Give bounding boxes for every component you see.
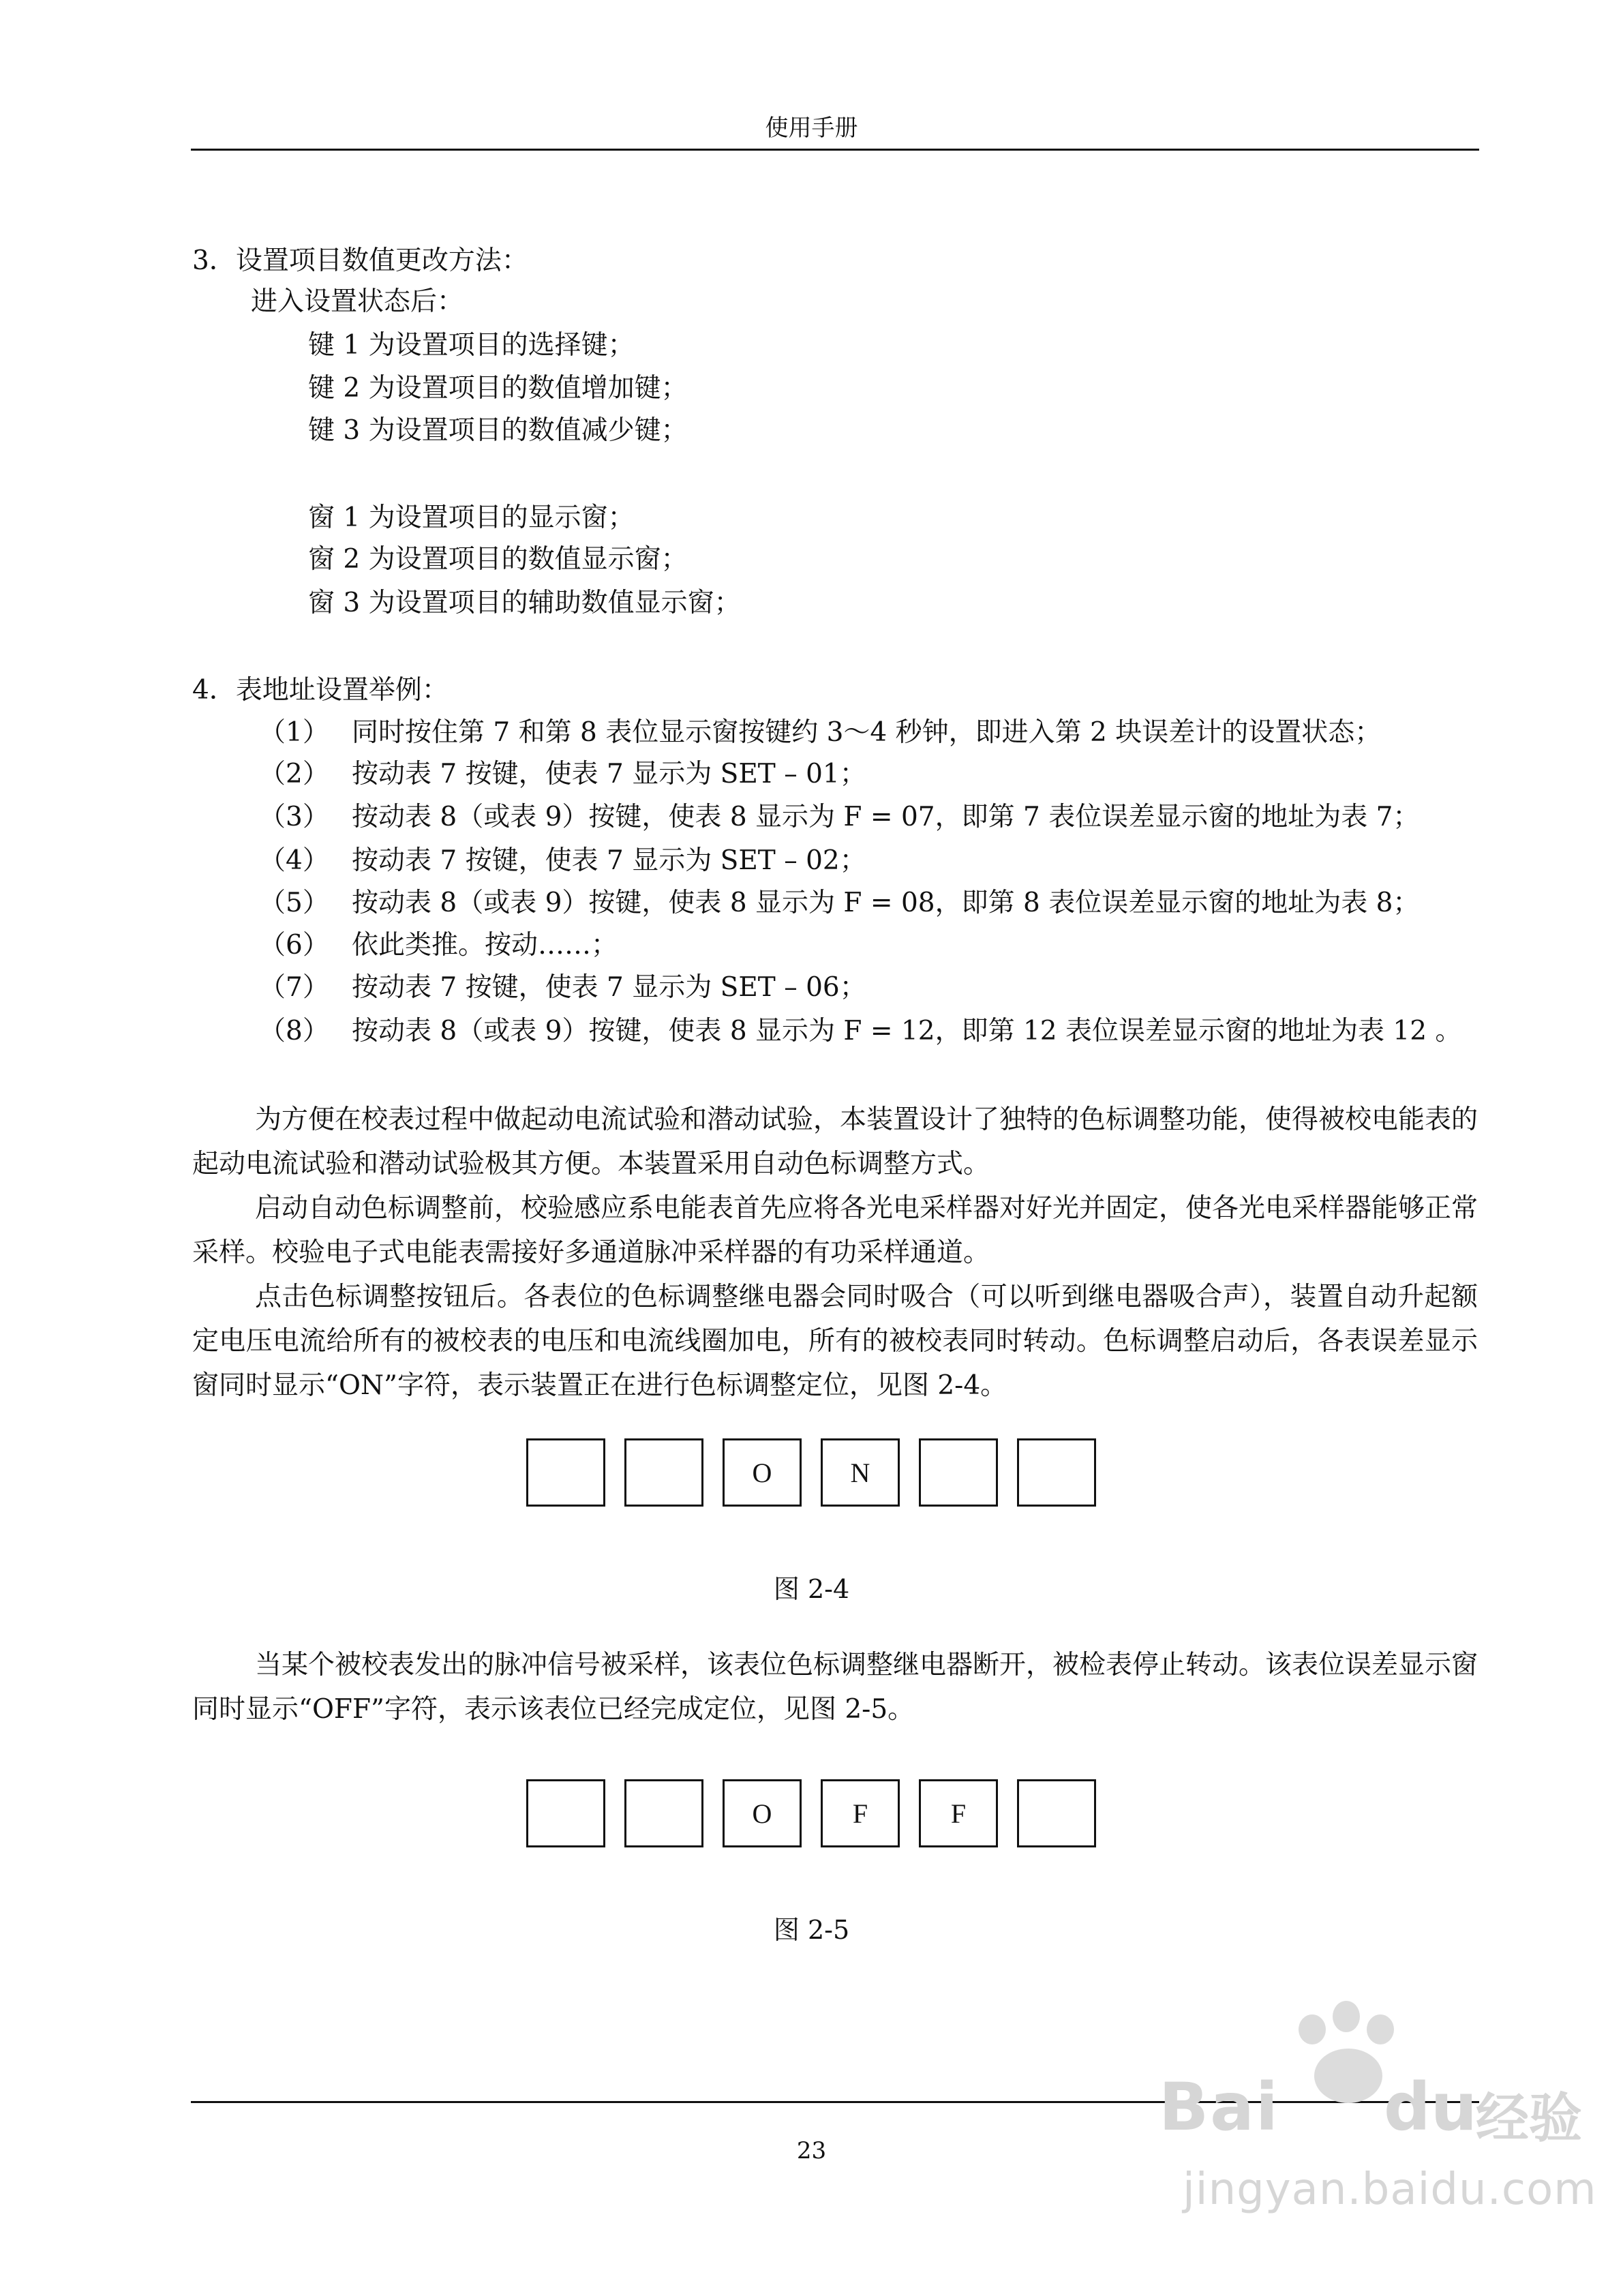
- watermark-brand: Bai: [1159, 2069, 1279, 2145]
- step-6-num: （6）: [259, 930, 329, 961]
- display-cell: [526, 1779, 605, 1847]
- step-7-num: （7）: [259, 972, 329, 1003]
- section3-key-3: 键 3 为设置项目的数值减少键；: [308, 415, 688, 446]
- display-cell: O: [723, 1438, 802, 1507]
- display-cell: [624, 1438, 703, 1507]
- step-8-num: （8）: [259, 1016, 329, 1046]
- step-5-num: （5）: [259, 888, 329, 918]
- paw-icon: [1314, 2049, 1382, 2103]
- display-cell: N: [821, 1438, 900, 1507]
- section3-window-1: 窗 1 为设置项目的显示窗；: [308, 502, 635, 533]
- display-cell: [919, 1438, 998, 1507]
- footer-rule: [191, 2101, 1479, 2103]
- paragraph-3: 点击色标调整按钮后。各表位的色标调整继电器会同时吸合（可以听到继电器吸合声），装置自动升起额定电压电流给所有的被校表的电压和电流线圈加电，所有的被校表同时转动。色标调整启动后，各表误差显示窗同时显示“ON”字符，表示装置正在进行色标调整定位，见图 2-4。: [192, 1282, 1478, 1401]
- watermark-brand-2: du: [1384, 2069, 1478, 2145]
- display-cell: [526, 1438, 605, 1507]
- header-title: 使用手册: [765, 115, 858, 142]
- section3-window-2: 窗 2 为设置项目的数值显示窗；: [308, 544, 688, 575]
- section3-intro: 进入设置状态后：: [251, 286, 464, 317]
- step-4-text: 按动表 7 按键，使表 7 显示为 SET – 02；: [352, 845, 866, 876]
- step-3-num: （3）: [259, 802, 329, 832]
- step-7-text: 按动表 7 按键，使表 7 显示为 SET – 06；: [352, 972, 866, 1003]
- watermark-cn: 经验: [1476, 2088, 1583, 2149]
- step-3-text: 按动表 8（或表 9）按键，使表 8 显示为 F = 07，即第 7 表位误差显示窗的地址为表 7；: [352, 802, 1420, 832]
- body-paragraph-after: [192, 1643, 1478, 1732]
- display-cell: F: [919, 1779, 998, 1847]
- section3-window-3: 窗 3 为设置项目的辅助数值显示窗；: [308, 588, 741, 618]
- paw-icon: [1299, 2014, 1326, 2044]
- paragraph-2: 启动自动色标调整前，校验感应系电能表首先应将各光电采样器对好光并固定，使各光电采样器能够正常采样。校验电子式电能表需接好多通道脉冲采样器的有功采样通道。: [192, 1193, 1478, 1268]
- step-1-num: （1）: [259, 717, 329, 748]
- section4-title: 4．表地址设置举例：: [192, 675, 449, 706]
- figure-2-5-display: [526, 1779, 1096, 1847]
- section3-title: 3．设置项目数值更改方法：: [192, 245, 528, 276]
- figure-2-4-caption: 图 2-4: [773, 1574, 850, 1604]
- step-8-text: 按动表 8（或表 9）按键，使表 8 显示为 F = 12，即第 12 表位误差显示窗的地址为表 12 。: [352, 1016, 1462, 1046]
- watermark-url: jingyan.baidu.com: [1183, 2164, 1597, 2215]
- figure-2-5-caption: 图 2-5: [773, 1915, 850, 1945]
- step-5-text: 按动表 8（或表 9）按键，使表 8 显示为 F = 08，即第 8 表位误差显示窗的地址为表 8；: [352, 888, 1420, 918]
- step-6-text: 依此类推。按动……；: [352, 930, 618, 961]
- figure-2-4-display: [526, 1438, 1096, 1507]
- step-2-text: 按动表 7 按键，使表 7 显示为 SET – 01；: [352, 759, 866, 789]
- body-paragraphs: [192, 1098, 1478, 1408]
- step-2-num: （2）: [259, 759, 329, 789]
- display-cell: [1017, 1779, 1096, 1847]
- paw-icon: [1333, 2001, 1360, 2032]
- step-1-text: 同时按住第 7 和第 8 表位显示窗按键约 3～4 秒钟，即进入第 2 块误差计的设置状态；: [352, 717, 1382, 748]
- page-number: 23: [796, 2137, 827, 2164]
- display-cell: [1017, 1438, 1096, 1507]
- section3-key-2: 键 2 为设置项目的数值增加键；: [308, 373, 688, 404]
- header-rule: [191, 149, 1479, 151]
- step-4-num: （4）: [259, 845, 329, 876]
- paw-icon: [1367, 2014, 1394, 2044]
- paragraph-1: 为方便在校表过程中做起动电流试验和潜动试验，本装置设计了独特的色标调整功能，使得被校电能表的起动电流试验和潜动试验极其方便。本装置采用自动色标调整方式。: [192, 1104, 1478, 1179]
- section3-key-1: 键 1 为设置项目的选择键；: [308, 330, 635, 361]
- display-cell: O: [723, 1779, 802, 1847]
- display-cell: F: [821, 1779, 900, 1847]
- display-cell: [624, 1779, 703, 1847]
- paragraph-4: 当某个被校表发出的脉冲信号被采样，该表位色标调整继电器断开，被检表停止转动。该表位误差显示窗同时显示“OFF”字符，表示该表位已经完成定位，见图 2-5。: [192, 1650, 1478, 1725]
